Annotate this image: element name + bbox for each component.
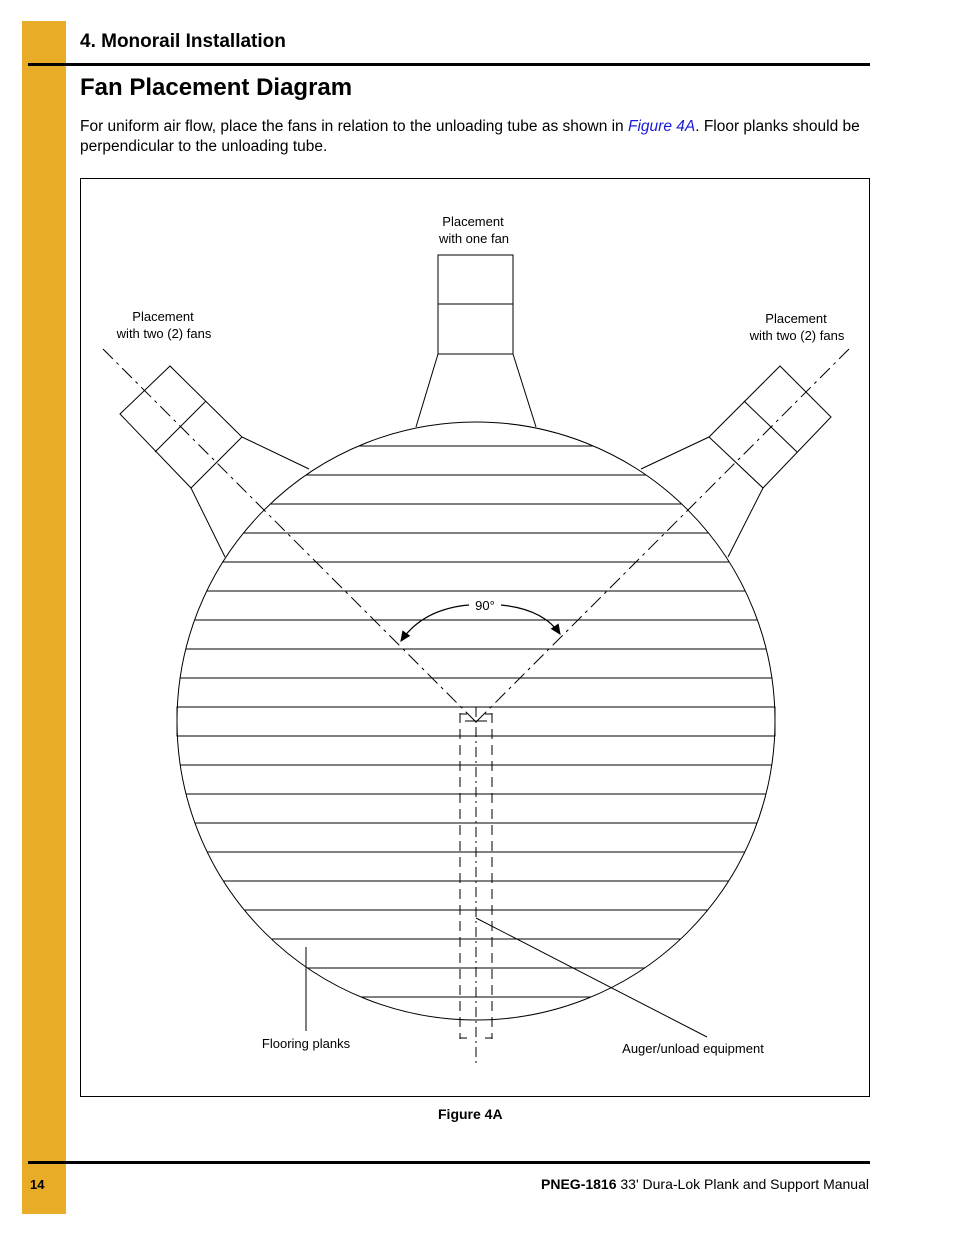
intro-text-before: For uniform air flow, place the fans in relation to the unloading tube as shown in (80, 118, 628, 135)
side-accent-bar (22, 21, 66, 1214)
flooring-planks-label: Flooring planks (261, 1036, 351, 1051)
section-title: 4. Monorail Installation (80, 31, 286, 52)
figure-caption: Figure 4A (438, 1106, 503, 1122)
header-rule (28, 63, 870, 66)
intro-text-after: . Floor planks should be perpendicular to the unloading tube. (80, 118, 860, 155)
label-right-fans-line1: Placement (765, 311, 827, 326)
footer-rule (28, 1161, 870, 1164)
doc-title: 33' Dura-Lok Plank and Support Manual (616, 1176, 869, 1192)
label-right-fans-line2: with two (2) fans (749, 328, 845, 343)
intro-paragraph (80, 117, 880, 157)
label-one-fan-line1: Placement (442, 214, 504, 229)
label-one-fan-line2: with one fan (438, 231, 510, 246)
top-fan (416, 255, 536, 427)
label-left-fans-line1: Placement (132, 309, 194, 324)
page-heading: Fan Placement Diagram (80, 74, 353, 101)
figure-frame (80, 178, 870, 1097)
page-number: 14 (30, 1177, 45, 1192)
doc-id: PNEG-1816 (541, 1176, 617, 1192)
label-left-fans-line2: with two (2) fans (116, 326, 212, 341)
figure-link[interactable]: Figure 4A (628, 118, 696, 135)
auger-label: Auger/unload equipment (622, 1041, 764, 1056)
footer-doc-title (541, 1176, 869, 1192)
angle-label: 90° (475, 598, 495, 613)
fan-placement-diagram (81, 179, 869, 1096)
